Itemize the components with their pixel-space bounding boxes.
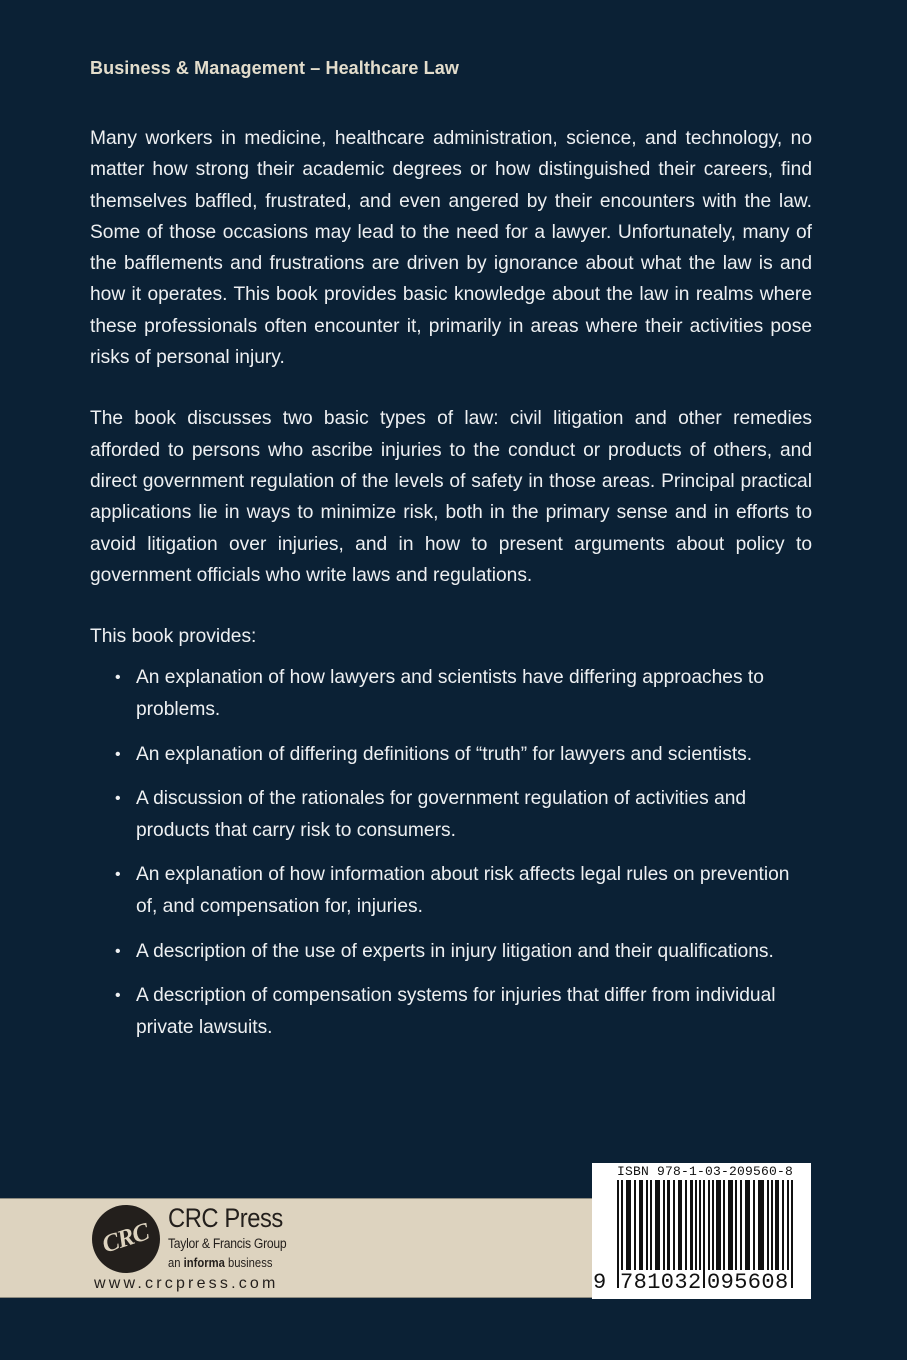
bullet-icon: • <box>115 669 121 687</box>
list-item <box>90 980 812 1043</box>
bullet-icon: • <box>115 942 121 960</box>
list-item <box>90 859 812 922</box>
barcode-lead-digit: 9 <box>593 1270 607 1295</box>
isbn-label: ISBN 978-1-03-209560-8 <box>617 1164 794 1179</box>
informa-prefix: an <box>168 1256 184 1270</box>
crc-logo-icon <box>92 1205 160 1273</box>
bullet-icon: • <box>115 745 121 763</box>
bullet-icon: • <box>115 987 121 1005</box>
barcode-left-digits: 781032 <box>620 1270 702 1295</box>
list-item <box>90 936 812 967</box>
list-item-text: A description of compensation systems for injuries that differ from individual private lawsuits. <box>136 985 776 1038</box>
list-intro: This book provides: <box>90 626 257 648</box>
description-paragraph-1: Many workers in medicine, healthcare administration, science, and technology, no matter how strong their academic degrees or how distinguished their careers, find themselves baffled, frustrated, and even angered by their encounters with the law. Some of those occasions may lead to the need for a lawyer. Unfortunately, many of the bafflements and frustrations are driven by ignorance about what the law is and how it operates. This book provides basic knowledge about the law in realms where these professionals often encounter it, primarily in areas where their activities pose risks of personal injury. <box>90 128 812 369</box>
features-list <box>90 662 812 1042</box>
bullet-icon: • <box>115 790 121 808</box>
publisher-informa-line <box>168 1256 272 1270</box>
publisher-name: CRC Press <box>168 1203 283 1233</box>
list-item <box>90 662 812 725</box>
category-heading: Business & Management – Healthcare Law <box>90 58 459 78</box>
crc-logo-text: CRC <box>99 1218 153 1259</box>
list-item-text: A discussion of the rationales for government regulation of activities and products that carry risk to consumers. <box>136 788 747 841</box>
list-item <box>90 783 812 846</box>
list-item-text: A description of the use of experts in injury litigation and their qualifications. <box>136 940 774 962</box>
bullet-icon: • <box>115 866 121 884</box>
informa-suffix: business <box>224 1256 273 1270</box>
informa-brand: informa <box>183 1256 225 1270</box>
publisher-band <box>0 1198 592 1298</box>
barcode-digits <box>592 1270 811 1298</box>
description-paragraph-2: The book discusses two basic types of law: civil litigation and other remedies afforded to persons who ascribe injuries to the conduct or products of others, and direct government regulation of the levels of safety in those areas. Principal practical applications lie in ways to minimize risk, both in the primary sense and in efforts to avoid litigation over injuries, and in how to present arguments about policy to government officials who write laws and regulations. <box>90 408 812 586</box>
back-cover-copy <box>90 123 812 1056</box>
publisher-group: Taylor & Francis Group <box>168 1236 287 1251</box>
list-item-text: An explanation of how lawyers and scientists have differing approaches to problems. <box>136 667 764 720</box>
list-item-text: An explanation of how information about risk affects legal rules on prevention of, and compensation for, injuries. <box>136 864 790 917</box>
list-item <box>90 739 812 770</box>
barcode-right-digits: 095608 <box>707 1270 789 1295</box>
publisher-url: www.crcpress.com <box>94 1275 279 1292</box>
isbn-barcode <box>592 1163 811 1299</box>
list-item-text: An explanation of differing definitions of “truth” for lawyers and scientists. <box>136 743 753 765</box>
